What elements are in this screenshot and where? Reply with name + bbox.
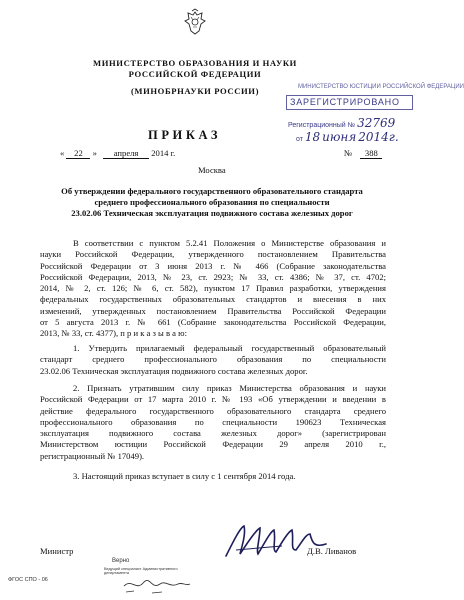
item-2-paragraph: [40, 383, 386, 462]
order-title: ПРИКАЗ: [148, 128, 222, 142]
text-line: 2014, № 2, ст. 126; № 6, ст. 582), пунктом 17 Правил разработки, утверждения: [40, 283, 386, 294]
date-day: 22: [66, 148, 90, 159]
text-line: 3. Настоящий приказ вступает в силу с 1 сентября 2014 года.: [73, 471, 296, 481]
signature-role: Министр: [40, 546, 74, 556]
heading-line: среднего профессионального образования по специальности: [94, 197, 330, 207]
stamp-frame: [286, 95, 416, 111]
text-line: 2013, № 33, ст. 4377), п р и к а з ы в а ю:: [40, 328, 187, 339]
text-line: эксплуатация подвижного состава железных дорог» (зарегистрирован: [40, 428, 386, 439]
stamp-small-text: Ведущий специалист Административного департамента: [104, 567, 178, 576]
stamp-date-line: [296, 130, 399, 144]
stamp-word: Верно: [112, 558, 130, 564]
registration-stamp: [282, 84, 464, 154]
certification-scribble: [122, 576, 192, 596]
ministry-name-line2: РОССИЙСКОЙ ФЕДЕРАЦИИ: [128, 69, 262, 79]
preamble-paragraph: [40, 238, 386, 340]
text-line: стандарт среднего профессионального образования по специальности: [40, 354, 386, 365]
text-line: 23.02.06 Техническая эксплуатация подвижного состава железных дорог.: [40, 365, 308, 376]
text-line: 1. Утвердить прилагаемый федеральный государственный образовательный: [73, 343, 386, 353]
order-number: [344, 148, 382, 159]
text-line: изменений, утвержденных постановлением Правительства Российской Федерации: [40, 305, 386, 316]
text-line: от 5 августа 2013 г. № 661 (Собрание законодательства Российской Федерации,: [40, 317, 386, 328]
stamp-date-month: июня: [322, 130, 357, 144]
number-sign: №: [344, 148, 353, 158]
text-line: федеральных государственных образовательных стандартов и внесения в них: [40, 294, 386, 305]
stamp-org: МИНИСТЕРСТВО ЮСТИЦИИ РОССИЙСКОЙ ФЕДЕРАЦИИ: [298, 84, 464, 90]
date-month: апреля: [103, 148, 149, 159]
text-line: 2. Признать утратившим силу приказ Министерства образования и науки: [73, 383, 386, 393]
text-line: действие федерального государственного образовательного стандарта среднего: [40, 405, 386, 416]
stamp-reg-number: 32769: [357, 116, 396, 130]
certification-stamp: [104, 558, 200, 598]
stamp-date-day: 18: [304, 130, 321, 144]
footer-code: ФГОС СПО - 06: [8, 577, 48, 583]
order-date: [60, 148, 175, 159]
text-line: Российской Федерации от 3 июня 2013 г. № 466 (Собрание законодательства: [40, 260, 386, 271]
date-open-quote: «: [60, 148, 65, 158]
ministry-short-name: (МИНОБРНАУКИ РОССИИ): [130, 86, 260, 96]
order-heading: [40, 186, 384, 219]
date-close-quote: »: [92, 148, 97, 158]
text-line: Российской Федерации от 17 марта 2010 г. № 193 «Об утверждении и введении в: [40, 394, 386, 405]
date-year: 2014 г.: [151, 148, 176, 158]
signature-name: Д.В. Ливанов: [307, 546, 357, 556]
stamp-reg-line: [288, 116, 395, 130]
item-1-paragraph: [40, 343, 386, 377]
text-line: Российской Федерации, 2013, № 23, ст. 2923; № 33, ст. 4386; № 37, ст. 4702;: [40, 271, 386, 282]
stamp-status: ЗАРЕГИСТРИРОВАНО: [290, 97, 400, 107]
number-value: 388: [360, 148, 382, 159]
stamp-date-prefix: от: [296, 136, 303, 143]
text-line: регистрационный № 17049).: [40, 450, 145, 461]
coat-of-arms-emblem: [184, 9, 206, 35]
text-line: В соответствии с пунктом 5.2.41 Положения о Министерстве образования и: [73, 238, 386, 248]
text-line: науки Российской Федерации, утвержденного постановлением Правительства: [40, 249, 386, 260]
text-line: профессионального образования по специальности 190623 Техническая: [40, 416, 386, 427]
order-city: Москва: [198, 165, 226, 175]
stamp-reg-label: Регистрационный №: [288, 122, 356, 129]
heading-line: 23.02.06 Техническая эксплуатация подвижного состава железных дорог: [71, 208, 353, 218]
text-line: Министерством юстиции Российской Федерации 29 апреля 2010 г.,: [40, 439, 386, 450]
ministry-name-line1: МИНИСТЕРСТВО ОБРАЗОВАНИЯ И НАУКИ: [93, 58, 297, 68]
heading-line: Об утверждении федерального государственного образовательного стандарта: [61, 186, 363, 196]
stamp-date-year: 2014г.: [358, 130, 399, 144]
item-3-paragraph: [40, 471, 386, 482]
